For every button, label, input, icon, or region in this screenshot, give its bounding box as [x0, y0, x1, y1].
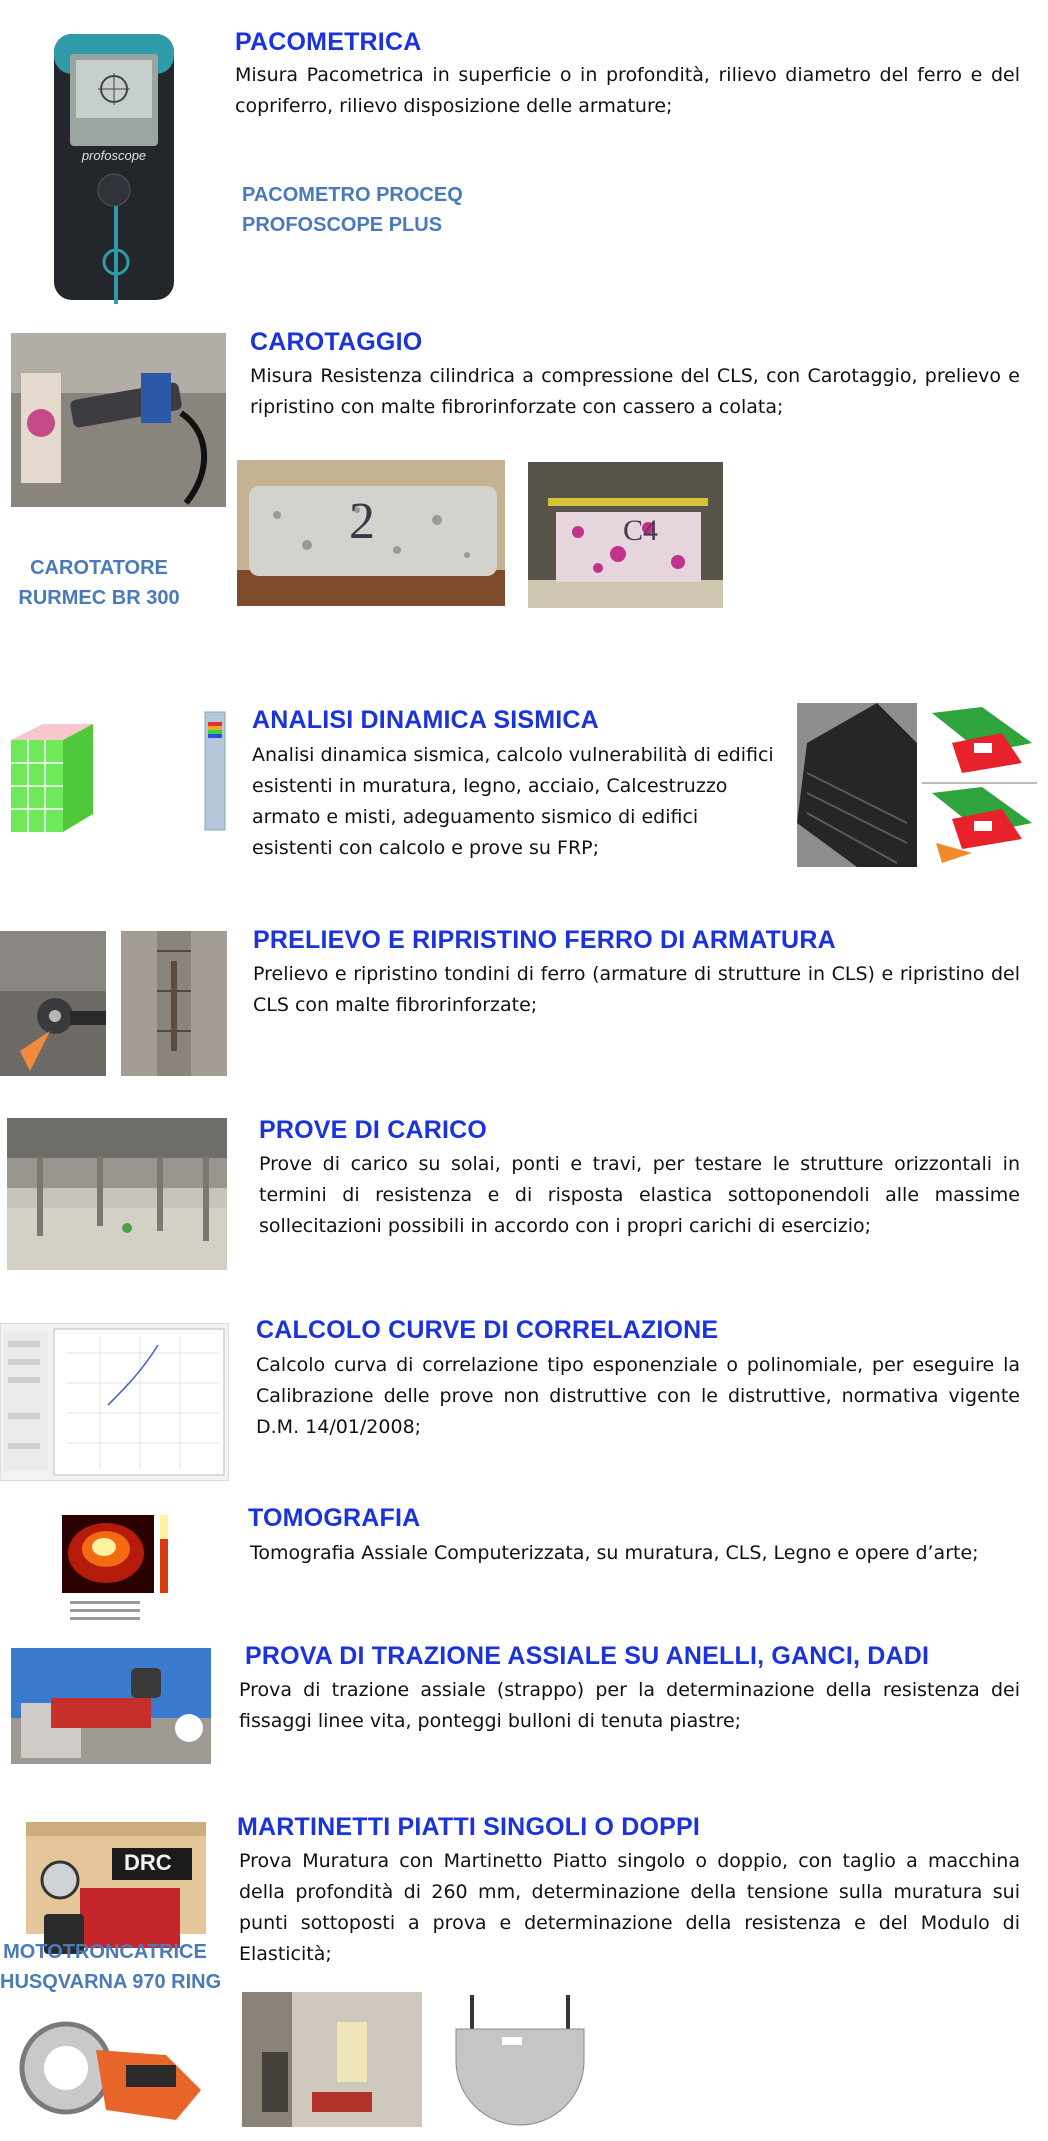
frp-joint-diagrams-image [922, 703, 1037, 867]
frp-wrapped-column-photo [797, 703, 917, 867]
box-brand-label: DRC [124, 1850, 172, 1875]
section-title-curve-correlazione: CALCOLO CURVE DI CORRELAZIONE [256, 1316, 719, 1344]
core-label-2: 2 [349, 493, 375, 550]
section-title-trazione-assiale: PROVA DI TRAZIONE ASSIALE SU ANELLI, GANCI, DADI [245, 1642, 930, 1670]
rebar-cutting-photo [0, 931, 106, 1076]
section-title-pacometrica: PACOMETRICA [235, 28, 422, 56]
section-desc-trazione-assiale: Prova di trazione assiale (strappo) per la determinazione della resistenza dei fissaggi linee vita, ponteggi bulloni di tenuta piastre; [239, 1679, 1020, 1732]
fem-building-model-image [3, 714, 98, 834]
caption-line: PROFOSCOPE PLUS [242, 214, 443, 236]
caption-line: CAROTATORE [30, 557, 168, 579]
rebar-column-photo [121, 931, 227, 1076]
section-desc-tomografia: Tomografia Assiale Computerizzata, su muratura, CLS, Legno e opere d’arte; [250, 1542, 979, 1564]
flat-jack-test-photo [242, 1992, 422, 2127]
section-desc-carotaggio: Misura Resistenza cilindrica a compressione del CLS, con Carotaggio, prelievo e ripristino con malte fibrorinforzate con cassero a colata; [250, 365, 1020, 418]
device-caption-pacometro [242, 180, 463, 240]
caption-line: RURMEC BR 300 [18, 587, 180, 609]
section-title-analisi-sismica: ANALISI DINAMICA SISMICA [252, 706, 599, 734]
section-title-carotaggio: CAROTAGGIO [250, 328, 423, 356]
concrete-core-photo-c4 [528, 462, 723, 608]
concrete-core-photo-2 [237, 460, 505, 606]
core-label-c4: C4 [623, 514, 659, 547]
profoscope-device-image [48, 30, 180, 305]
device-caption-mototroncatrice [0, 1937, 222, 1997]
section-desc-prelievo-ferro: Prelievo e ripristino tondini di ferro (armature di strutture in CLS) e ripristino del CLS con malte fibrorinforzate; [253, 963, 1020, 1016]
section-title-prove-carico: PROVE DI CARICO [259, 1116, 488, 1144]
section-desc-pacometrica: Misura Pacometrica in superficie o in profondità, rilievo diametro del ferro e del copriferro, rilievo disposizione delle armature; [235, 64, 1020, 117]
correlation-software-screenshot [0, 1323, 229, 1481]
pull-out-test-photo [11, 1648, 211, 1764]
section-title-tomografia: TOMOGRAFIA [248, 1504, 421, 1532]
flat-jack-device-image [452, 1995, 588, 2130]
tomography-heatmap-image [40, 1497, 180, 1632]
section-desc-martinetti: Prova Muratura con Martinetto Piatto singolo o doppio, con taglio a macchina della profondità di 260 mm, determinazione della tensione sulla muratura sui punti sottoposti a prova e determinazione della resistenza e del Modulo di Elasticità; [239, 1850, 1020, 1965]
section-desc-curve-correlazione: Calcolo curva di correlazione tipo esponenziale o polinomiale, per eseguire la Calibrazione delle prove non distruttive con le distruttive, normativa vigente D.M. 14/01/2008; [256, 1354, 1020, 1438]
caption-line: PACOMETRO PROCEQ [242, 184, 463, 206]
device-caption-carotatore [14, 553, 184, 613]
device-brand-label: profoscope [81, 148, 147, 163]
section-desc-prove-carico: Prove di carico su solai, ponti e travi, per testare le strutture orizzontali in termini di resistenza e di risposta elastica sottoponendoli alle massime sollecitazioni possibili in accordo con i propri carichi di esercizio; [259, 1153, 1020, 1237]
color-scale-bar-image [203, 710, 227, 832]
caption-line: MOTOTRONCATRICE [3, 1941, 207, 1963]
ring-saw-photo [16, 2010, 212, 2131]
load-test-photo [7, 1118, 227, 1270]
section-title-martinetti: MARTINETTI PIATTI SINGOLI O DOPPI [237, 1813, 701, 1841]
section-desc-analisi-sismica: Analisi dinamica sismica, calcolo vulnerabilità di edifici esistenti in muratura, legno, acciaio, Calcestruzzo armato e misti, adeguamento sismico di edifici esistenti con calcolo e prove su FRP; [252, 744, 774, 859]
core-drill-photo [11, 333, 226, 507]
caption-line: HUSQVARNA 970 RING [0, 1971, 222, 1993]
section-title-prelievo-ferro: PRELIEVO E RIPRISTINO FERRO DI ARMATURA [253, 926, 836, 954]
